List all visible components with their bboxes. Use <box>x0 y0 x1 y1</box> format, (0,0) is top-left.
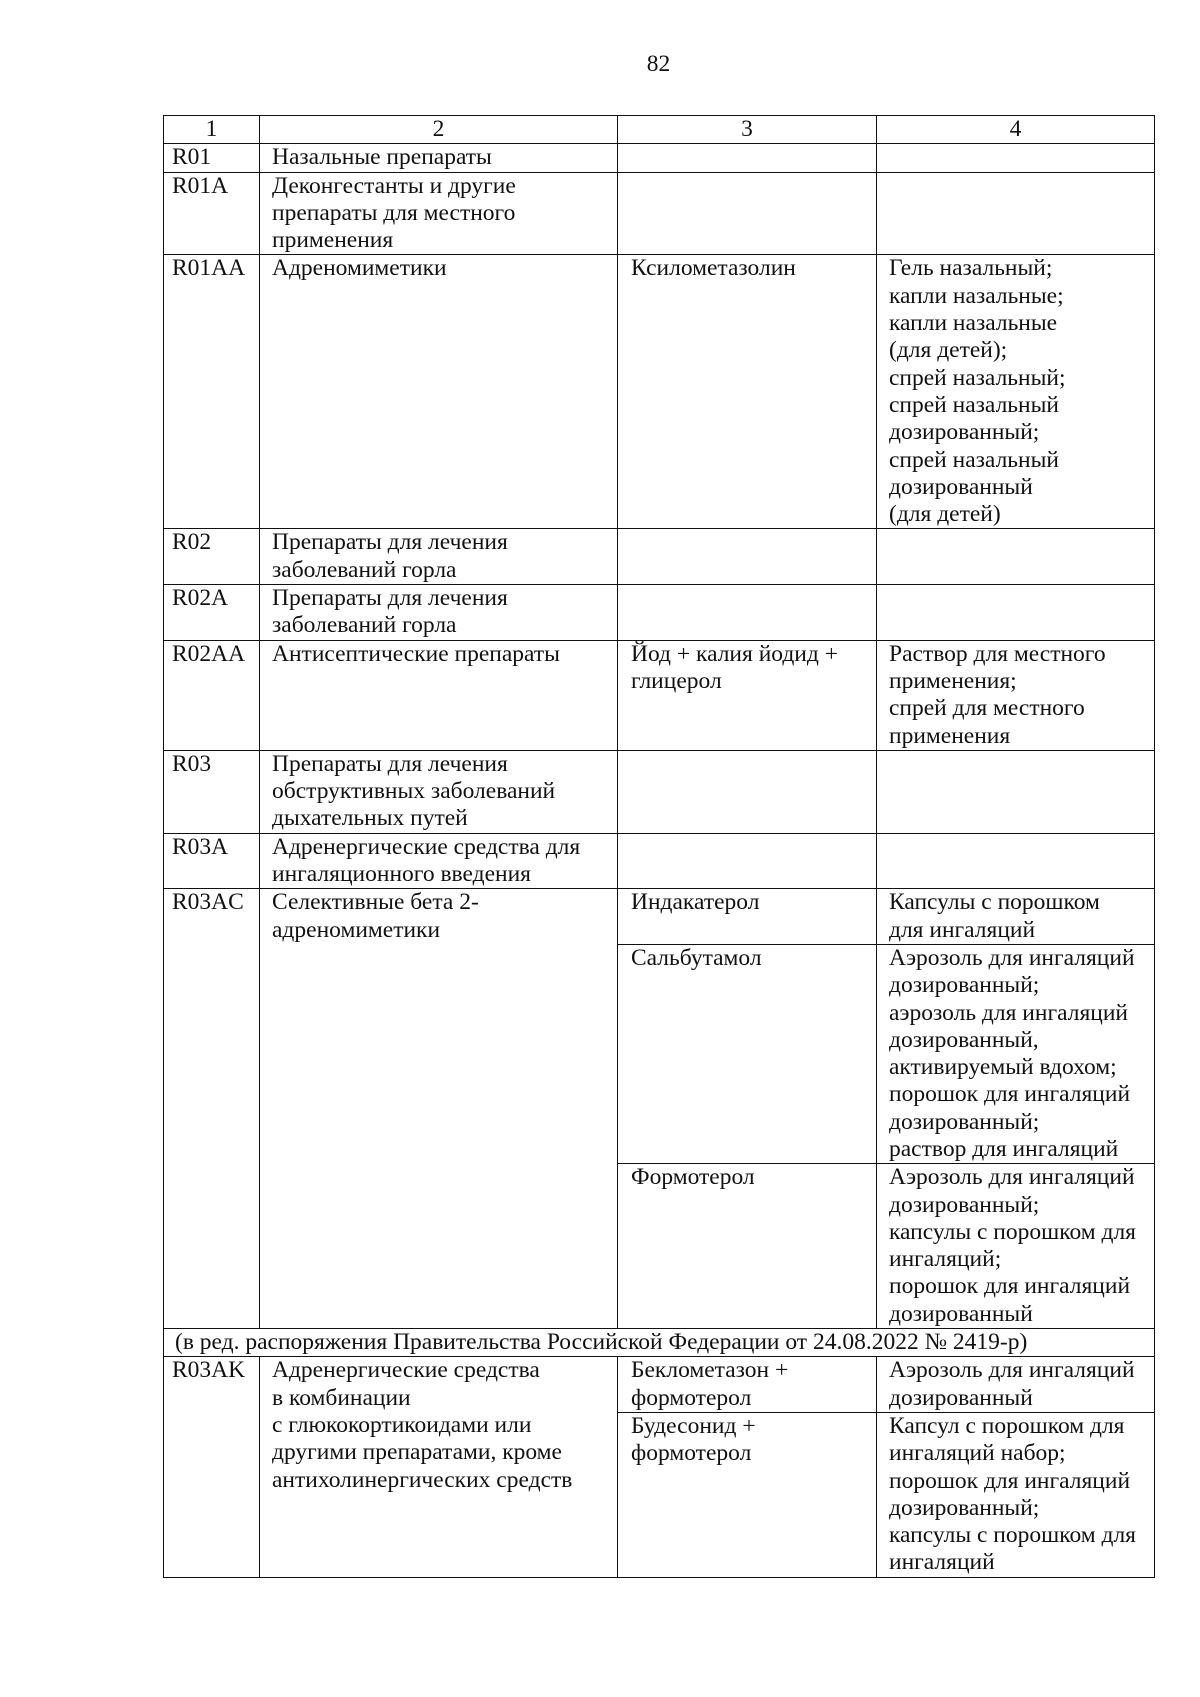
drug-name-cell <box>618 833 877 889</box>
atc-classification-table <box>163 115 1155 1578</box>
group-name-cell: Препараты для лечения заболеваний горла <box>260 585 618 641</box>
table-row <box>164 585 1155 641</box>
group-name-cell: Адренергические средства для ингаляционного введения <box>260 833 618 889</box>
atc-code-cell: R03A <box>164 833 260 889</box>
drug-name-cell <box>618 144 877 172</box>
dosage-form-cell: Аэрозоль для ингаляций дозированный <box>877 1357 1155 1413</box>
dosage-form-cell: Капсул с порошком для ингаляций набор; порошок для ингаляций дозированный; капсулы с порошком для ингаляций <box>877 1412 1155 1577</box>
drug-name-cell <box>618 529 877 585</box>
group-name-cell: Препараты для лечения заболеваний горла <box>260 529 618 585</box>
drug-name-cell: Индакатерол <box>618 889 877 945</box>
dosage-form-cell: Аэрозоль для ингаляций дозированный; аэрозоль для ингаляций дозированный, активируемый вдохом; порошок для ингаляций дозированный; раствор для ингаляций <box>877 944 1155 1163</box>
column-number-2: 2 <box>260 116 618 144</box>
drug-name-cell: Беклометазон + формотерол <box>618 1357 877 1413</box>
table-row <box>164 255 1155 529</box>
table-row <box>164 144 1155 172</box>
table-row <box>164 529 1155 585</box>
drug-name-cell: Йод + калия йодид + глицерол <box>618 640 877 750</box>
amendment-note-row <box>164 1329 1155 1357</box>
drug-name-cell <box>618 750 877 833</box>
atc-code-cell: R01 <box>164 144 260 172</box>
column-number-1: 1 <box>164 116 260 144</box>
column-number-3: 3 <box>618 116 877 144</box>
dosage-form-cell: Капсулы с порошком для ингаляций <box>877 889 1155 945</box>
atc-code-cell: R02AA <box>164 640 260 750</box>
group-name-cell: Адренергические средства в комбинации с глюкокортикоидами или другими препаратами, кроме антихолинергических средств <box>260 1357 618 1577</box>
drug-name-cell: Формотерол <box>618 1164 877 1329</box>
drug-name-cell: Ксилометазолин <box>618 255 877 529</box>
group-name-cell: Деконгестанты и другие препараты для местного применения <box>260 172 618 255</box>
table-row <box>164 833 1155 889</box>
atc-code-cell: R03AK <box>164 1357 260 1577</box>
table-row <box>164 172 1155 255</box>
atc-code-cell: R01AA <box>164 255 260 529</box>
group-name-cell: Адреномиметики <box>260 255 618 529</box>
amendment-note: (в ред. распоряжения Правительства Российской Федерации от 24.08.2022 № 2419-р) <box>164 1329 1155 1357</box>
atc-code-cell: R02 <box>164 529 260 585</box>
dosage-form-cell: Аэрозоль для ингаляций дозированный; капсулы с порошком для ингаляций; порошок для ингаляций дозированный <box>877 1164 1155 1329</box>
drug-name-cell: Сальбутамол <box>618 944 877 1163</box>
table-row <box>164 640 1155 750</box>
group-name-cell: Селективные бета 2- адреномиметики <box>260 889 618 1329</box>
drug-name-cell <box>618 172 877 255</box>
dosage-form-cell <box>877 585 1155 641</box>
table-row <box>164 889 1155 945</box>
group-name-cell: Антисептические препараты <box>260 640 618 750</box>
table-row <box>164 1357 1155 1413</box>
dosage-form-cell <box>877 172 1155 255</box>
table-header-row <box>164 116 1155 144</box>
dosage-form-cell <box>877 144 1155 172</box>
drug-name-cell <box>618 585 877 641</box>
page-number: 82 <box>646 51 671 77</box>
atc-code-cell: R03AC <box>164 889 260 1329</box>
dosage-form-cell <box>877 529 1155 585</box>
group-name-cell: Назальные препараты <box>260 144 618 172</box>
dosage-form-cell <box>877 750 1155 833</box>
atc-code-cell: R03 <box>164 750 260 833</box>
group-name-cell: Препараты для лечения обструктивных заболеваний дыхательных путей <box>260 750 618 833</box>
drug-name-cell: Будесонид + формотерол <box>618 1412 877 1577</box>
dosage-form-cell <box>877 833 1155 889</box>
dosage-form-cell: Раствор для местного применения; спрей для местного применения <box>877 640 1155 750</box>
atc-code-cell: R01A <box>164 172 260 255</box>
dosage-form-cell: Гель назальный; капли назальные; капли назальные (для детей); спрей назальный; спрей назальный дозированный; спрей назальный дозированный (для детей) <box>877 255 1155 529</box>
column-number-4: 4 <box>877 116 1155 144</box>
table-row <box>164 750 1155 833</box>
atc-code-cell: R02A <box>164 585 260 641</box>
